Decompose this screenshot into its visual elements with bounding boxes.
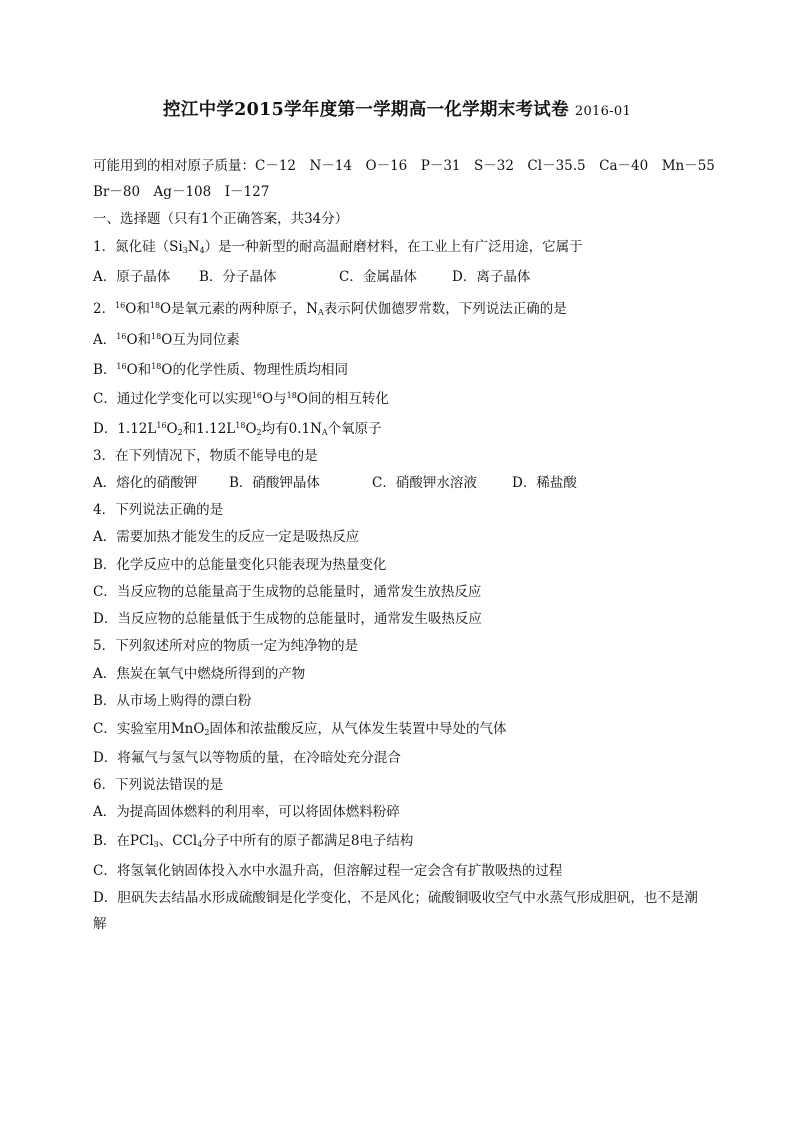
q1-stem-text: ）是一种新型的耐高温耐磨材料，在工业上有广泛用途，它属于	[204, 239, 583, 255]
q5-option-c	[93, 720, 507, 742]
q1-stem-text: N	[187, 239, 200, 255]
q2-superscript: 18	[235, 421, 246, 430]
q6-stem: 6．下列说法错误的是	[93, 777, 224, 793]
q5-option-a: A．焦炭在氧气中燃烧所得到的产物	[93, 666, 306, 682]
q6-option-d: D．胆矾失去结晶水形成硫酸铜是化学变化，不是风化；硫酸铜吸收空气中水蒸气形成胆矾，也不是潮解	[93, 890, 698, 932]
q1-option-d: D．离子晶体	[452, 269, 531, 285]
q3-option-d: D．稀盐酸	[512, 475, 577, 491]
q2-option-b-text: B．	[93, 362, 117, 378]
q2-superscript: 16	[116, 362, 127, 371]
q2-stem-text: O和	[125, 301, 150, 317]
q4-option-a: A．需要加热才能发生的反应一定是吸热反应	[93, 529, 360, 545]
q2-stem-text: 表示阿伏伽德罗常数，下列说法正确的是	[323, 301, 567, 317]
q4-option-d: D．当反应物的总能量低于生成物的总能量时，通常发生吸热反应	[93, 611, 482, 627]
q1-subscript: 3	[182, 246, 188, 255]
q2-stem	[93, 297, 567, 322]
q3-option-b: B．硝酸钾晶体	[229, 475, 320, 491]
exam-date: 2016-01	[574, 104, 632, 119]
q2-superscript: 18	[149, 301, 161, 310]
q2-superscript: 16	[116, 332, 127, 341]
q2-option-c-text: C．通过化学变化可以实现	[93, 391, 252, 407]
q2-option-a-text: O互为同位素	[161, 332, 240, 348]
q2-option-c	[93, 387, 389, 408]
atomic-masses-line-1: 可能用到的相对原子质量：C－12 N－14 O－16 P－31 S－32 Cl－35.5 Ca－40 Mn－55	[93, 158, 715, 174]
q2-option-b-text: O的化学性质、物理性质均相同	[161, 362, 348, 378]
q1-option-b: B．分子晶体	[199, 269, 277, 285]
q3-option-a: A．熔化的硝酸钾	[93, 475, 198, 491]
q6-option-c: C．将氢氧化钠固体投入水中水温升高，但溶解过程一定会含有扩散吸热的过程	[93, 863, 563, 879]
q6-subscript: 4	[197, 840, 203, 849]
q2-superscript: 16	[115, 301, 126, 310]
q2-option-a-text: A．	[93, 332, 117, 348]
q2-subscript: A	[317, 308, 324, 317]
q2-option-d-text: O	[245, 421, 257, 437]
q1-option-c: C．金属晶体	[339, 269, 417, 285]
exam-title	[0, 96, 794, 121]
q2-subscript: 2	[256, 428, 262, 437]
q5-option-c-text: 固体和浓盐酸反应，从气体发生装置中导处的气体	[209, 721, 507, 737]
q2-option-d-text: 和1.12L	[182, 421, 236, 437]
q4-option-b: B．化学反应中的总能量变化只能表现为热量变化	[93, 557, 387, 573]
q2-option-d-text: 均有0.1N	[261, 421, 322, 437]
q2-option-b-text: O和	[126, 362, 152, 378]
q6-option-b-text: 分子中所有的原子都满足8电子结构	[202, 833, 414, 849]
q5-subscript: 2	[204, 728, 210, 737]
q4-stem: 4．下列说法正确的是	[93, 502, 224, 518]
atomic-masses-line-2: Br－80 Ag－108 I－127	[93, 184, 270, 200]
q2-option-d	[93, 417, 382, 442]
q2-option-a	[93, 328, 240, 349]
q1-subscript: 4	[199, 246, 205, 255]
q2-superscript: 18	[151, 332, 162, 341]
q2-subscript: 2	[177, 428, 183, 437]
q2-option-b	[93, 358, 348, 379]
q2-option-a-text: O和	[126, 332, 152, 348]
q2-option-c-text: O间的相互转化	[296, 391, 389, 407]
q5-stem: 5．下列叙述所对应的物质一定为纯净物的是	[93, 638, 359, 654]
q3-options	[93, 474, 577, 492]
q6-option-b-text: B．在PCl	[93, 833, 154, 849]
q2-option-d-text: O	[166, 421, 178, 437]
q2-superscript: 16	[156, 421, 167, 430]
q5-option-c-text: C．实验室用MnO	[93, 721, 205, 737]
q2-superscript: 18	[286, 391, 297, 400]
q2-option-d-text: 个氧原子	[327, 421, 382, 437]
q1-stem	[93, 238, 583, 260]
q5-option-b: B．从市场上购得的漂白粉	[93, 693, 252, 709]
q4-option-c: C．当反应物的总能量高于生成物的总能量时，通常发生放热反应	[93, 584, 482, 600]
section-heading: 一、选择题（只有1个正确答案，共34分）	[93, 211, 349, 227]
q2-option-d-text: D．1.12L	[93, 421, 157, 437]
q2-superscript: 16	[251, 391, 263, 400]
q1-option-a: A．原子晶体	[93, 269, 171, 285]
q6-option-b	[93, 832, 413, 854]
q2-stem-text: O是氧元素的两种原子，N	[160, 301, 318, 317]
q2-stem-text: 2．	[93, 301, 116, 317]
q2-subscript: A	[321, 428, 328, 437]
exam-title-text: 控江中学2015学年度第一学期高一化学期末考试卷	[162, 100, 569, 120]
q6-subscript: 3	[153, 840, 159, 849]
q6-option-a: A．为提高固体燃料的利用率，可以将固体燃料粉碎	[93, 804, 400, 820]
q3-stem: 3．在下列情况下，物质不能导电的是	[93, 448, 318, 464]
q2-superscript: 18	[151, 362, 162, 371]
q6-option-b-text: 、CCl	[158, 833, 198, 849]
q1-stem-text: 1．氮化硅（Si	[93, 239, 183, 255]
q5-option-d: D．将氟气与氢气以等物质的量，在冷暗处充分混合	[93, 750, 401, 766]
q3-option-c: C．硝酸钾水溶液	[372, 475, 477, 491]
q2-option-c-text: O与	[262, 391, 287, 407]
q1-options	[93, 268, 530, 286]
